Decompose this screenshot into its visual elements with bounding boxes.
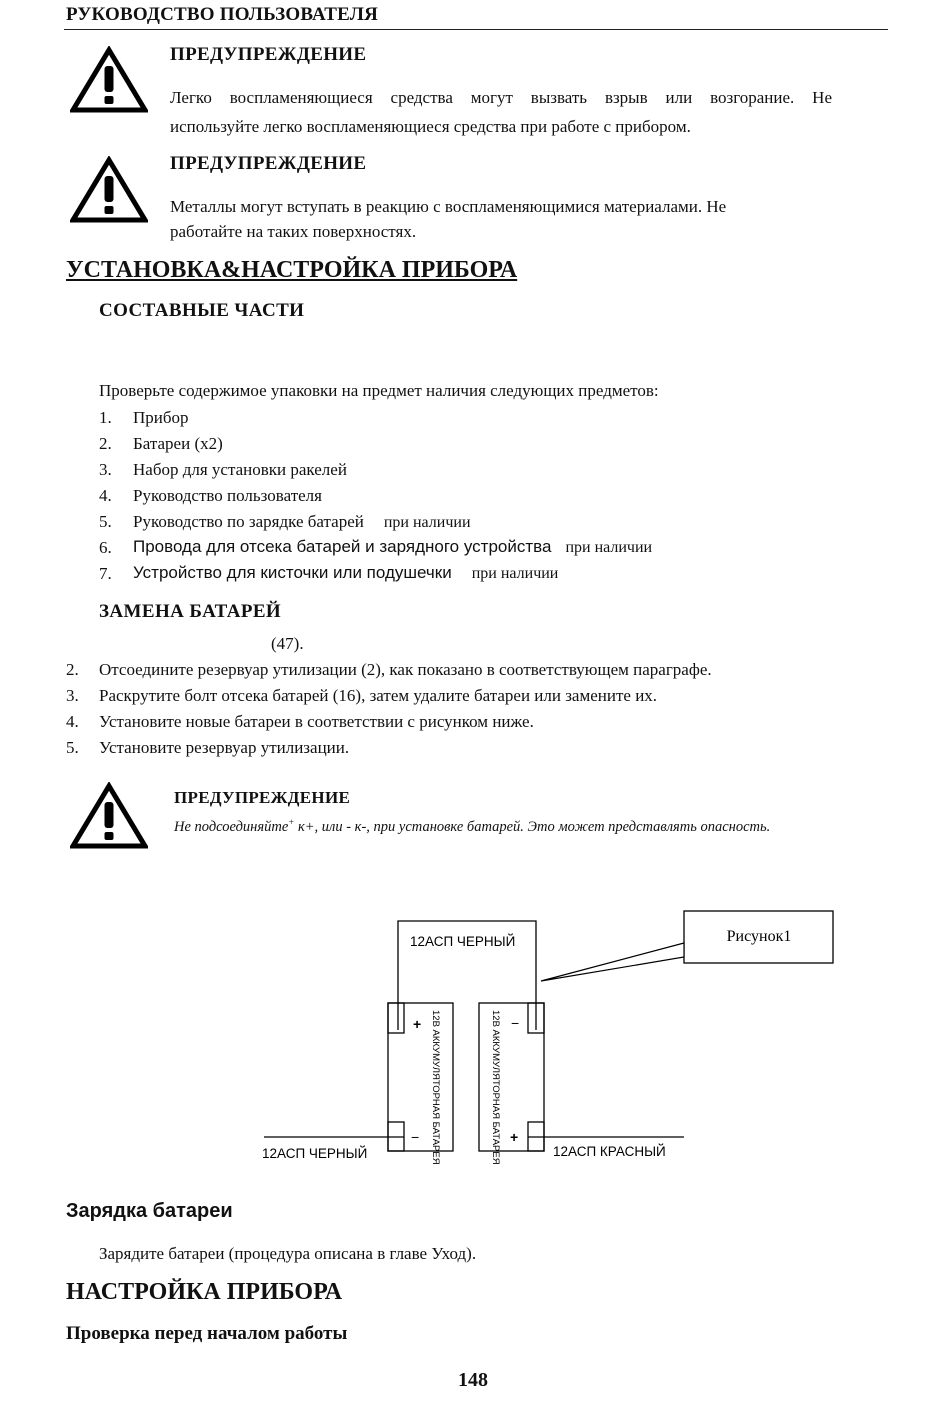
list-item-text: Руководство по зарядке батарей	[133, 512, 364, 531]
battery-label: 12В АККУМУЛЯТОРНАЯ БАТАРЕЯ	[490, 1010, 501, 1165]
list-item: Прибор	[133, 408, 189, 427]
battery-label: 12В АККУМУЛЯТОРНАЯ БАТАРЕЯ	[430, 1010, 441, 1165]
list-number: 5.	[99, 512, 112, 531]
list-item-text: Устройство для кисточки или подушечки	[133, 563, 452, 582]
list-item: Батареи (x2)	[133, 434, 223, 453]
warning-superscript: +	[288, 817, 295, 827]
charging-heading: Зарядка батареи	[66, 1200, 233, 1222]
list-item: Руководство пользователя	[133, 486, 322, 505]
components-intro: Проверьте содержимое упаковки на предмет наличия следующих предметов:	[99, 381, 659, 400]
figure-label: Рисунок1	[726, 928, 792, 945]
subsection-heading: ЗАМЕНА БАТАРЕЙ	[99, 601, 282, 622]
text-fragment: (47).	[271, 634, 304, 653]
step-number: 5.	[66, 738, 79, 757]
minus-terminal-mark: −	[411, 1129, 420, 1145]
warning-text-line: Легко воспламеняющиеся средства могут вызвать взрыв или возгорание. Не	[170, 88, 832, 107]
page-header-title: РУКОВОДСТВО ПОЛЬЗОВАТЕЛЯ	[66, 4, 379, 25]
warning-text-part: к+, или - к-, при установке батарей. Это может представлять опасность.	[294, 818, 771, 835]
step-text: Отсоедините резервуар утилизации (2), как показано в соответствующем параграфе.	[99, 660, 712, 679]
list-number: 6.	[99, 538, 112, 557]
list-item: Набор для установки ракелей	[133, 460, 347, 479]
right-wire-label: 12АСП КРАСНЫЙ	[553, 1144, 666, 1159]
list-item-note: при наличии	[471, 565, 559, 582]
step-number: 4.	[66, 712, 79, 731]
step-text: Установите новые батареи в соответствии с рисунком ниже.	[99, 712, 534, 731]
list-item-note: при наличии	[383, 514, 471, 531]
warning-text-line: используйте легко воспламеняющиеся средства при работе с прибором.	[170, 117, 691, 136]
list-number: 7.	[99, 564, 112, 583]
charging-text: Зарядите батареи (процедура описана в главе Уход).	[99, 1244, 477, 1263]
top-wire-label: 12АСП ЧЕРНЫЙ	[410, 934, 516, 949]
callout-pointer	[541, 943, 684, 981]
list-number: 2.	[99, 434, 112, 453]
list-number: 4.	[99, 486, 112, 505]
step-text: Установите резервуар утилизации.	[99, 738, 350, 757]
list-number: 3.	[99, 460, 112, 479]
step-number: 3.	[66, 686, 79, 705]
subsection-heading: Проверка перед началом работы	[66, 1323, 348, 1344]
section-heading: УСТАНОВКА&НАСТРОЙКА ПРИБОРА	[66, 257, 518, 283]
list-item-text: Провода для отсека батарей и зарядного устройства	[133, 537, 552, 556]
plus-terminal-mark: +	[510, 1129, 519, 1145]
warning-title: ПРЕДУПРЕЖДЕНИЕ	[174, 788, 351, 807]
warning-title: ПРЕДУПРЕЖДЕНИЕ	[170, 44, 367, 65]
list-number: 1.	[99, 408, 112, 427]
page-number: 148	[458, 1369, 488, 1391]
left-wire-label: 12АСП ЧЕРНЫЙ	[262, 1146, 368, 1161]
subsection-heading: СОСТАВНЫЕ ЧАСТИ	[99, 300, 305, 321]
warning-text-line: Металлы могут вступать в реакцию с воспламеняющимися материалами. Не	[170, 197, 727, 216]
warning-title: ПРЕДУПРЕЖДЕНИЕ	[170, 153, 367, 174]
step-text: Раскрутите болт отсека батарей (16), затем удалите батареи или замените их.	[99, 686, 658, 705]
warning-text-part: Не подсоединяйте	[174, 818, 289, 835]
step-number: 2.	[66, 660, 79, 679]
plus-terminal-mark: +	[413, 1016, 422, 1032]
warning-text-line: работайте на таких поверхностях.	[170, 222, 417, 241]
minus-terminal-mark: −	[511, 1015, 520, 1031]
section-heading: НАСТРОЙКА ПРИБОРА	[66, 1279, 343, 1305]
list-item-note: при наличии	[565, 539, 653, 556]
